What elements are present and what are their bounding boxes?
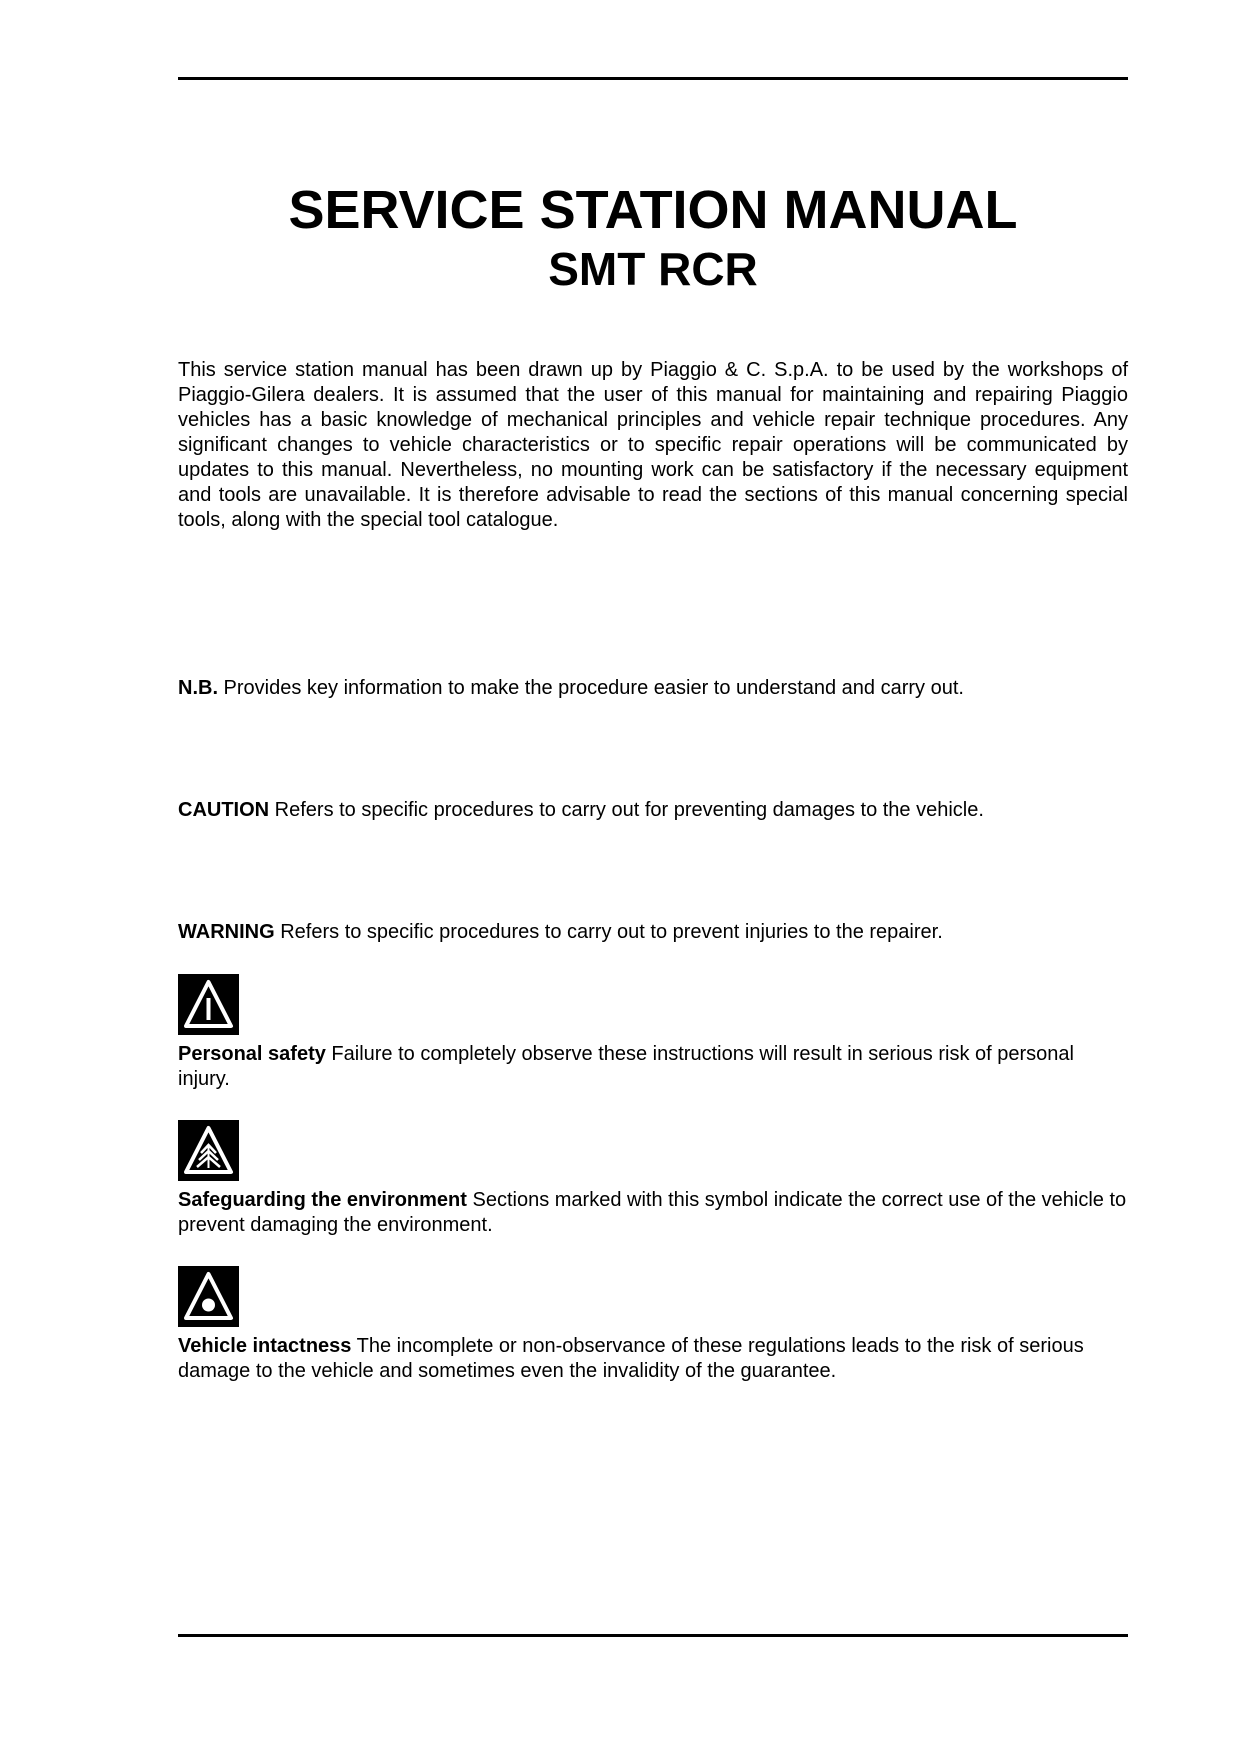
nb-note — [178, 676, 1128, 701]
top-rule — [178, 77, 1128, 80]
nb-text: Provides key information to make the procedure easier to understand and carry out. — [218, 677, 964, 699]
vehicle-intactness-label: Vehicle intactness — [178, 1335, 352, 1357]
warning-label: WARNING — [178, 921, 275, 943]
personal-safety-warning-icon — [178, 974, 239, 1035]
personal-safety-text: Failure to completely observe these instructions will result in serious risk of personal injury. — [178, 1043, 1074, 1090]
caution-text: Refers to specific procedures to carry out for preventing damages to the vehicle. — [269, 799, 984, 821]
nb-label: N.B. — [178, 677, 218, 699]
vehicle-intactness-icon — [178, 1266, 239, 1327]
environment-label: Safeguarding the environment — [178, 1189, 467, 1211]
environment-note — [178, 1188, 1128, 1238]
document-subtitle: SMT RCR — [548, 243, 758, 295]
warning-text: Refers to specific procedures to carry out to prevent injuries to the repairer. — [274, 921, 943, 943]
caution-label: CAUTION — [178, 799, 270, 821]
caution-note — [178, 798, 1128, 823]
intro-paragraph: This service station manual has been drawn up by Piaggio & C. S.p.A. to be used by the workshops of Piaggio-Gilera dealers. It is assumed that the user of this manual for maintaining and repairing Piaggio vehicles has a basic knowledge of mechanical principles and vehicle repair technique procedures. Any significant changes to vehicle characteristics or to specific repair operations will be communicated by updates to this manual. Nevertheless, no mounting work can be satisfactory if the necessary equipment and tools are unavailable. It is therefore advisable to read the sections of this manual concerning special tools, along with the special tool catalogue. — [178, 359, 1128, 531]
vehicle-intactness-text: The incomplete or non-observance of these regulations leads to the risk of serious damage to the vehicle and sometimes even the invalidity of the guarantee. — [178, 1335, 1084, 1382]
personal-safety-note — [178, 1042, 1128, 1092]
document-title: SERVICE STATION MANUAL — [288, 180, 1018, 240]
personal-safety-label: Personal safety — [178, 1043, 326, 1065]
environment-text: Sections marked with this symbol indicate the correct use of the vehicle to prevent damaging the environment. — [178, 1189, 1127, 1236]
vehicle-intactness-note — [178, 1334, 1128, 1384]
warning-note — [178, 920, 1128, 945]
environment-tree-icon — [178, 1120, 239, 1181]
bottom-rule — [178, 1634, 1128, 1637]
